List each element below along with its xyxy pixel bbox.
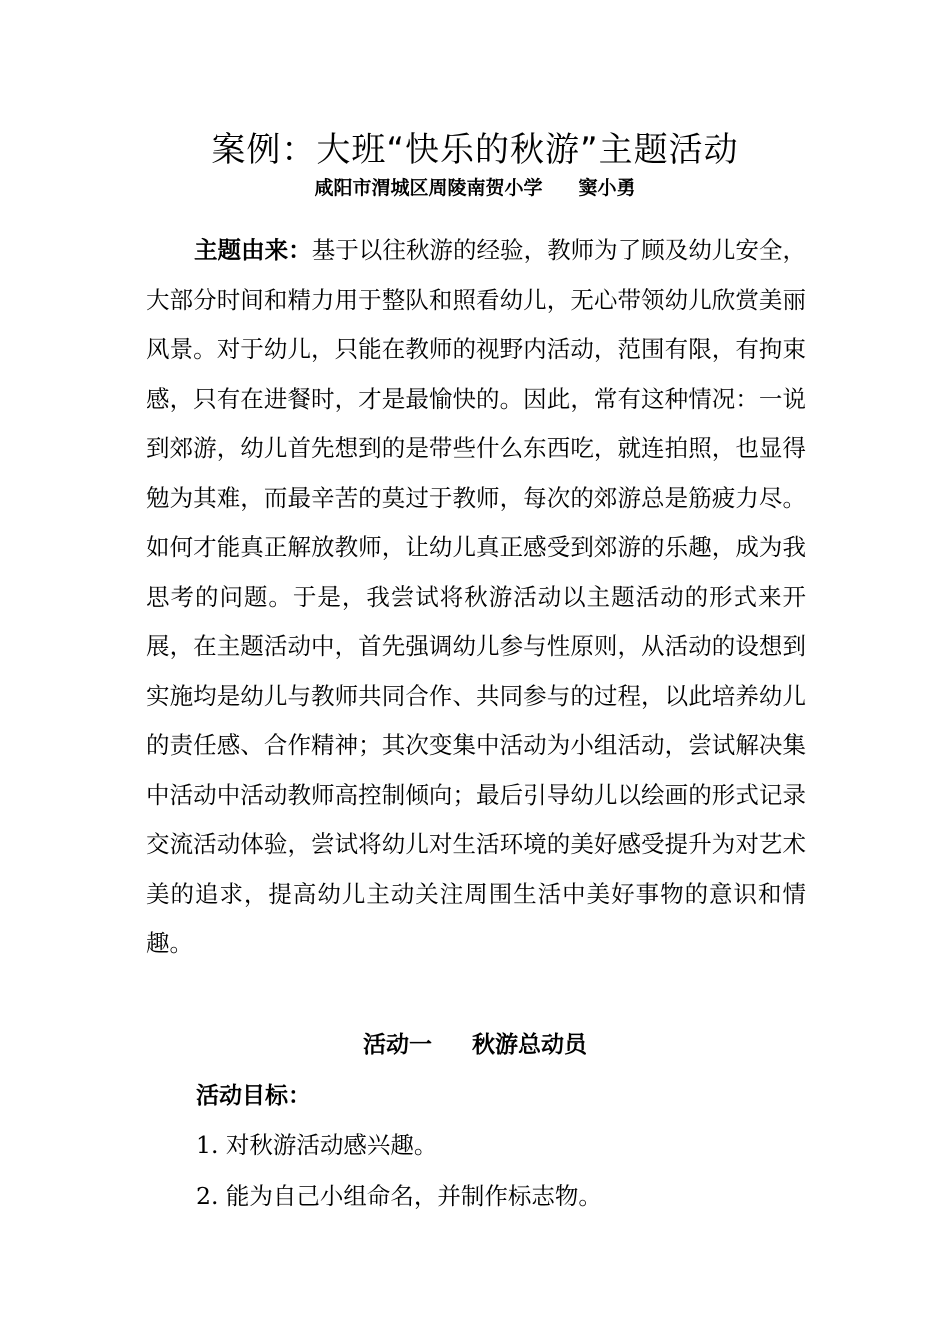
document-title: 案例：大班“快乐的秋游”主题活动 [211, 130, 739, 170]
intro-text: 基于以往秋游的经验，教师为了顾及幼儿安全，大部分时间和精力用于整队和照看幼儿，无心带领幼儿欣赏美丽风景。对于幼儿，只能在教师的视野内活动，范围有限，有拘束感，只有在进餐时，才是最愉快的。因此，常有这种情况：一说到郊游，幼儿首先想到的是带些什么东西吃，就连拍照，也显得勉为其难，而最辛苦的莫过于教师，每次的郊游总是筋疲力尽。如何才能真正解放教师，让幼儿真正感受到郊游的乐趣，成为我思考的问题。于是，我尝试将秋游活动以主题活动的形式来开展，在主题活动中，首先强调幼儿参与性原则，从活动的设想到实施均是幼儿与教师共同合作、共同参与的过程，以此培养幼儿的责任感、合作精神；其次变集中活动为小组活动，尝试解决集中活动中活动教师高控制倾向；最后引导幼儿以绘画的形式记录交流活动体验，尝试将幼儿对生活环境的美好感受提升为对艺术美的追求，提高幼儿主动关注周围生活中美好事物的意识和情趣。 [146, 236, 807, 957]
activity-name: 秋游总动员 [472, 1032, 587, 1058]
author-byline [0, 174, 950, 202]
activity-heading [0, 1027, 950, 1063]
goal-item: 1. 对秋游活动感兴趣。 [196, 1131, 438, 1159]
intro-label: 主题由来： [194, 236, 312, 264]
goal-item: 2. 能为自己小组命名，并制作标志物。 [196, 1182, 602, 1210]
goals-label: 活动目标： [196, 1083, 311, 1109]
activity-number: 活动一 [363, 1032, 432, 1058]
author-name: 窦小勇 [578, 177, 636, 199]
intro-paragraph [146, 226, 806, 969]
author-school: 咸阳市渭城区周陵南贺小学 [314, 177, 543, 199]
